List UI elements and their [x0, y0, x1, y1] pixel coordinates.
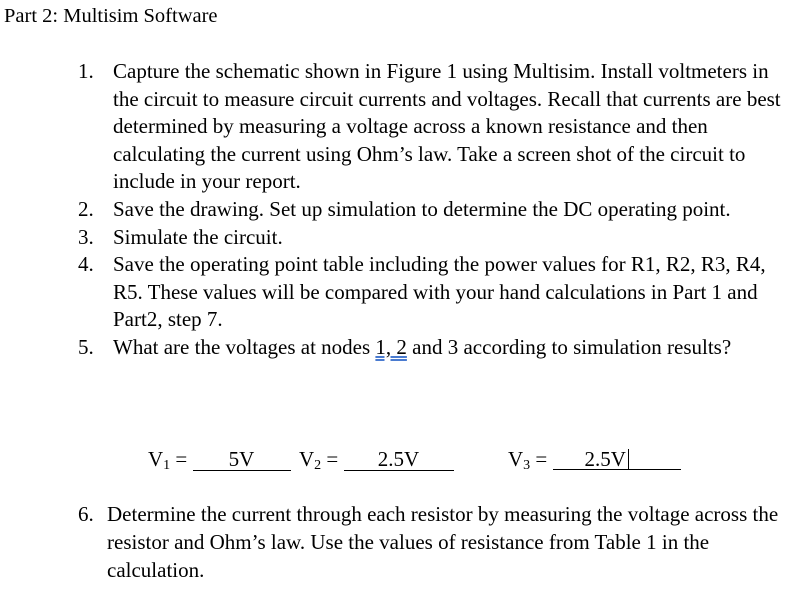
v3-value-text: 2.5V: [584, 447, 626, 471]
item-number: 4.: [78, 252, 94, 277]
list-item-5: [78, 334, 798, 362]
v2-value-field[interactable]: 2.5V: [344, 448, 454, 471]
item-number: 3.: [78, 224, 94, 249]
v2-answer: [299, 446, 454, 479]
item-text-after: and 3 according to simulation results?: [406, 334, 732, 359]
v2-subscript: 2: [314, 458, 322, 473]
item-number: 6.: [78, 502, 94, 526]
item-text: Simulate the circuit.: [113, 224, 283, 249]
v2-label: V: [299, 447, 315, 471]
item-text: Determine the current through each resistor by measuring the voltage across the resistor and Ohm’s law. Use the values of resistance from Table 1 in the calculation.: [107, 502, 779, 582]
v3-subscript: 3: [523, 458, 531, 473]
list-item-1: [78, 58, 798, 196]
v3-answer: [508, 446, 681, 479]
item-number: 1.: [78, 59, 94, 83]
list-item-6: [78, 500, 798, 584]
item-text: Capture the schematic shown in Figure 1 using Multisim. Install voltmeters in the circuit to measure circuit currents and voltages. Recall that currents are best determined by measuring a voltage across a known resistance and then calculating the current using Ohm’s law. Take a screen shot of the circuit to include in your report.: [113, 59, 781, 194]
spellcheck-underlined-text[interactable]: 1, 2: [375, 334, 407, 359]
v1-label: V: [148, 447, 164, 471]
list-item-4: [78, 251, 798, 334]
item-text: Save the drawing. Set up simulation to determine the DC operating point.: [113, 196, 731, 221]
item-text-before: What are the voltages at nodes: [113, 334, 376, 359]
v3-value-field[interactable]: [553, 448, 681, 470]
list-item-2: [78, 196, 798, 224]
item-text: Save the operating point table including the power values for R1, R2, R3, R4, R5. These values will be compared with your hand calculations in Part 1 and Part2, step 7.: [113, 252, 766, 332]
equals-sign: =: [326, 447, 339, 471]
item-number: 5.: [78, 334, 94, 359]
v1-subscript: 1: [163, 458, 171, 473]
v3-label: V: [508, 447, 524, 471]
section-heading: Part 2: Multisim Software: [4, 5, 218, 27]
equals-sign: =: [535, 447, 548, 471]
v1-answer: [148, 446, 291, 479]
v1-value-field[interactable]: 5V: [193, 448, 291, 471]
answer-line: [0, 446, 806, 472]
text-cursor: [628, 449, 629, 469]
instruction-list: [78, 58, 798, 362]
equals-sign: =: [175, 447, 188, 471]
list-item-3: [78, 224, 798, 252]
item-number: 2.: [78, 196, 94, 221]
